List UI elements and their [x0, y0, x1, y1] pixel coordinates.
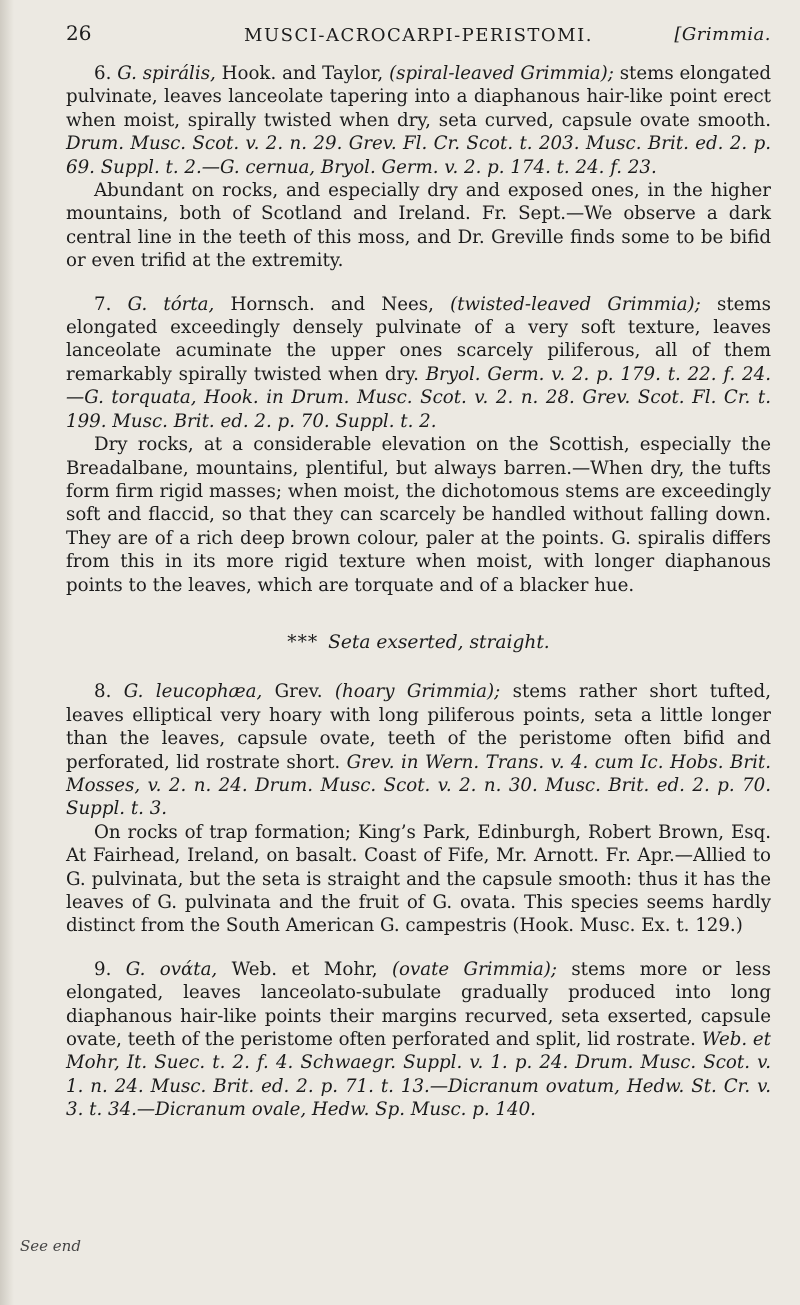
species-description: stems more or less elongated, leaves lanceolato-subulate gradually produced into long diaphanous hair-like points their margins recurved, seta exserted, capsule ovate, teeth of the peristome often perforated and split, lid rostrate.: [66, 958, 771, 1051]
species-references: Web. et Mohr, It. Suec. t. 2. f. 4. Schwaegr. Suppl. v. 1. p. 24. Drum. Musc. Scot. v. 1. n. 24. Musc. Brit. ed. 2. p. 71. t. 13.—Dicranum ovatum, Hedw. St. Cr. v. 3. t. 34.—Dicranum ovale, Hedw. Sp. Musc. p. 140.: [66, 1029, 771, 1121]
species-name: G. leucophæa,: [123, 681, 263, 703]
common-name: (spiral-leaved Grimmia);: [389, 63, 614, 84]
common-name: (ovate Grimmia);: [391, 958, 557, 980]
common-name: (hoary Grimmia);: [334, 681, 501, 703]
entry-number: 9.: [94, 958, 112, 980]
running-header: [66, 20, 771, 50]
entry-number: 7.: [94, 293, 112, 315]
book-page: [66, 20, 771, 1122]
species-authority: Hook. and Taylor,: [221, 63, 384, 84]
entry-main-paragraph: [66, 293, 771, 433]
section-stars: ***: [287, 631, 319, 653]
species-name: G. ovάta,: [125, 958, 218, 980]
entry-main-paragraph: [66, 62, 771, 179]
section-heading-text: Seta exserted, straight.: [328, 631, 550, 653]
running-genus: [Grimmia.: [674, 24, 771, 45]
entry-number: 6.: [94, 63, 112, 84]
species-authority: Grev.: [274, 681, 323, 703]
species-entry-9: [66, 958, 771, 1122]
entry-main-paragraph: [66, 958, 771, 1122]
common-name: (twisted-leaved Grimmia);: [450, 293, 701, 315]
species-authority: Hornsch. and Nees,: [230, 293, 434, 315]
species-description: stems rather short tufted, leaves elliptical very hoary with long piliferous points, seta a little longer than the leaves, capsule ovate, teeth of the peristome often bifid and perforated, lid rostrate short.: [66, 681, 771, 773]
species-entry-6: [66, 62, 771, 273]
habitat-paragraph: On rocks of trap formation; King’s Park, Edinburgh, Robert Brown, Esq. At Fairhead, Ireland, on basalt. Coast of Fife, Mr. Arnott. Fr. Apr.—Allied to G. pulvinata, but the seta is straight and the capsule smooth: thus it has the leaves of G. pulvinata and the fruit of G. ovata. This species seems hardly distinct from the South American G. campestris (Hook. Musc. Ex. t. 129.): [66, 821, 771, 937]
habitat-paragraph: Abundant on rocks, and especially dry and exposed ones, in the higher mountains, both of Scotland and Ireland. Fr. Sept.—We observe a dark central line in the teeth of this moss, and Dr. Greville finds some to be bifid or even trifid at the extremity.: [66, 180, 771, 272]
species-description: stems elongated exceedingly densely pulvinate of a very soft texture, leaves lanceolate acuminate the upper ones scarcely piliferous, all of them remarkably spirally twisted when dry.: [66, 293, 771, 385]
species-references: Grev. in Wern. Trans. v. 4. cum Ic. Hobs. Brit. Mosses, v. 2. n. 24. Drum. Musc. Scot. v. 2. n. 30. Musc. Brit. ed. 2. p. 70. Suppl. t. 3.: [66, 751, 771, 820]
species-authority: Web. et Mohr,: [231, 958, 378, 980]
handwritten-margin-note: See end: [20, 1237, 81, 1255]
entry-number: 8.: [94, 681, 112, 703]
species-references: Drum. Musc. Scot. v. 2. n. 29. Grev. Fl. Cr. Scot. t. 203. Musc. Brit. ed. 2. p. 69. Suppl. t. 2.—G. cernua, Bryol. Germ. v. 2. p. 174. t. 24. f. 23.: [66, 133, 771, 178]
habitat-paragraph: Dry rocks, at a considerable elevation on the Scottish, especially the Breadalbane, mountains, plentiful, but always barren.—When dry, the tufts form firm rigid masses; when moist, the dichotomous stems are exceedingly soft and flaccid, so that they can scarcely be handled without falling down. They are of a rich deep brown colour, paler at the points. G. spiralis differs from this in its more rigid texture when moist, with longer diaphanous points to the leaves, which are torquate and of a blacker hue.: [66, 434, 771, 596]
entry-main-paragraph: [66, 680, 771, 820]
species-name: G. tórta,: [127, 293, 215, 315]
species-entry-8: [66, 680, 771, 937]
species-name: G. spirális,: [117, 63, 216, 84]
section-heading: [66, 631, 771, 654]
species-entry-7: [66, 293, 771, 597]
species-references: Bryol. Germ. v. 2. p. 179. t. 22. f. 24.—G. torquata, Hook. in Drum. Musc. Scot. v. 2. n. 28. Grev. Scot. Fl. Cr. t. 199. Musc. Brit. ed. 2. p. 70. Suppl. t. 2.: [66, 363, 771, 432]
page-gutter: [0, 0, 14, 1305]
page-number: 26: [66, 21, 92, 45]
species-description: stems elongated pulvinate, leaves lanceolate tapering into a diaphanous hair-like point erect when moist, spirally twisted when dry, seta curved, capsule ovate smooth.: [66, 63, 771, 131]
running-title: MUSCI-ACROCARPI-PERISTOMI.: [244, 25, 593, 46]
